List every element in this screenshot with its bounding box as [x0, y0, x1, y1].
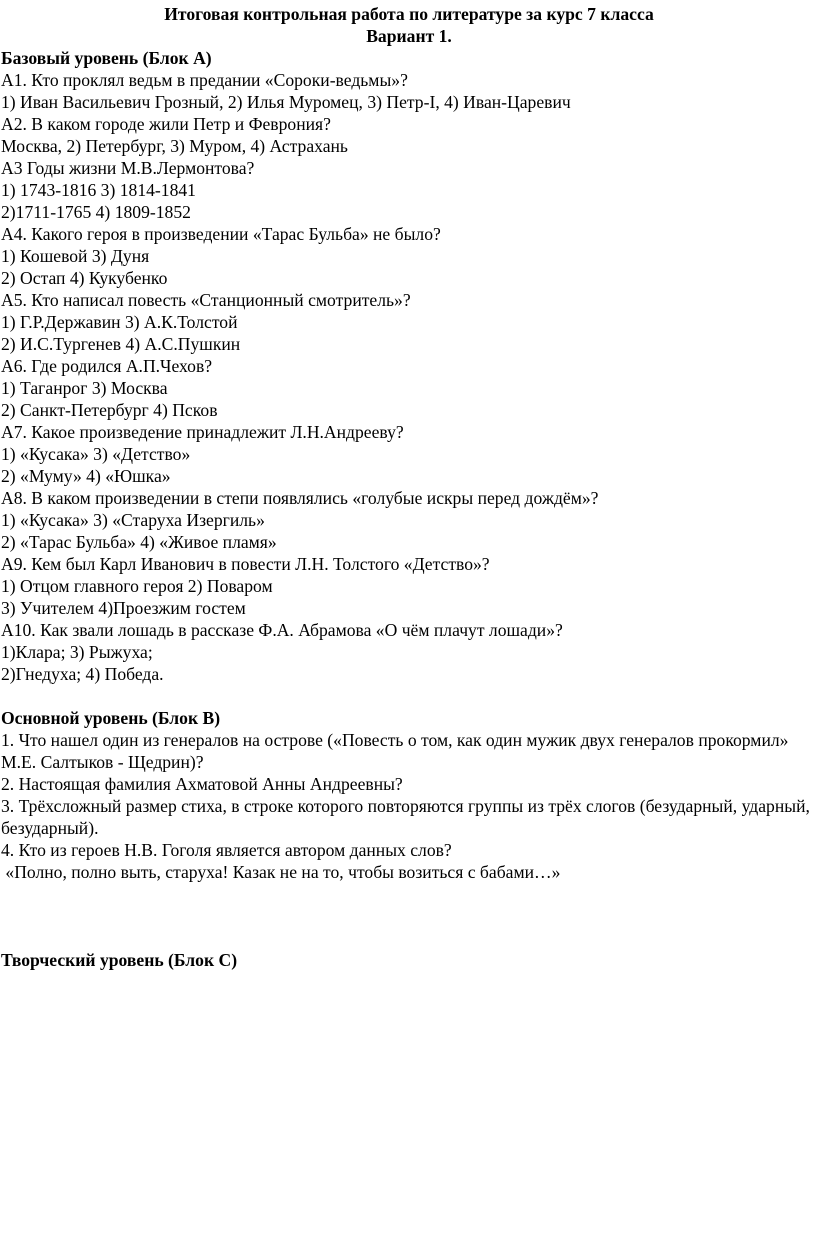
question-a2: А2. В каком городе жили Петр и Феврония? [1, 114, 331, 134]
question-a4: А4. Какого героя в произведении «Тарас Бульба» не было? [1, 224, 441, 244]
answer-line: 2) Санкт-Петербург 4) Псков [1, 400, 218, 420]
question-b2: 2. Настоящая фамилия Ахматовой Анны Андреевны? [1, 774, 403, 794]
block-b-questions [1, 729, 813, 883]
answer-line: 1) 1743-1816 3) 1814-1841 [1, 180, 196, 200]
question-b1: 1. Что нашел один из генералов на острове («Повесть о том, как один мужик двух генералов прокормил» М.Е. Салтыков - Щедрин)? [1, 730, 789, 772]
answer-line: 2)1711-1765 4) 1809-1852 [1, 202, 191, 222]
question-a10: А10. Как звали лошадь в рассказе Ф.А. Абрамова «О чём плачут лошади»? [1, 620, 563, 640]
block-a-questions [1, 69, 813, 685]
document-title: Итоговая контрольная работа по литературе за курс 7 класса [164, 4, 654, 24]
question-a3: А3 Годы жизни М.В.Лермонтова? [1, 158, 255, 178]
question-a9: А9. Кем был Карл Иванович в повести Л.Н. Толстого «Детство»? [1, 554, 490, 574]
question-a6: А6. Где родился А.П.Чехов? [1, 356, 213, 376]
question-b4-quote: «Полно, полно выть, старуха! Казак не на то, чтобы возиться с бабами…» [1, 862, 561, 882]
document-body [1, 3, 813, 971]
answer-line: 2) «Муму» 4) «Юшка» [1, 466, 171, 486]
answer-line: 1) Таганрог 3) Москва [1, 378, 168, 398]
answer-line: 1) Отцом главного героя 2) Поваром [1, 576, 273, 596]
question-b3: 3. Трёхсложный размер стиха, в строке которого повторяются группы из трёх слогов (безударный, ударный, безударный). [1, 796, 810, 838]
question-a8: А8. В каком произведении в степи появлялись «голубые искры перед дождём»? [1, 488, 599, 508]
answer-line: 1) «Кусака» 3) «Старуха Изергиль» [1, 510, 265, 530]
answer-line: 1) «Кусака» 3) «Детство» [1, 444, 191, 464]
answer-line: 2) И.С.Тургенев 4) А.С.Пушкин [1, 334, 241, 354]
block-c-heading: Творческий уровень (Блок С) [1, 950, 238, 970]
answer-line: 3) Учителем 4)Проезжим гостем [1, 598, 246, 618]
answer-line: 2) Остап 4) Кукубенко [1, 268, 168, 288]
answer-line: 2)Гнедуха; 4) Победа. [1, 664, 164, 684]
variant-label: Вариант 1. [366, 26, 452, 46]
block-a-heading: Базовый уровень (Блок А) [1, 48, 212, 68]
block-b-heading: Основной уровень (Блок В) [1, 708, 221, 728]
answer-line: 1)Клара; 3) Рыжуха; [1, 642, 153, 662]
spacer [1, 883, 813, 949]
answer-line: 1) Г.Р.Державин 3) А.К.Толстой [1, 312, 238, 332]
answer-line: Москва, 2) Петербург, 3) Муром, 4) Астрахань [1, 136, 348, 156]
spacer [1, 685, 813, 707]
question-a1: А1. Кто проклял ведьм в предании «Сороки-ведьмы»? [1, 70, 408, 90]
question-a5: А5. Кто написал повесть «Станционный смотритель»? [1, 290, 411, 310]
answer-line: 1) Иван Васильевич Грозный, 2) Илья Муромец, 3) Петр-I, 4) Иван-Царевич [1, 92, 571, 112]
question-a7: А7. Какое произведение принадлежит Л.Н.Андрееву? [1, 422, 404, 442]
answer-line: 2) «Тарас Бульба» 4) «Живое пламя» [1, 532, 277, 552]
question-b4: 4. Кто из героев Н.В. Гоголя является автором данных слов? [1, 840, 452, 860]
answer-line: 1) Кошевой 3) Дуня [1, 246, 150, 266]
